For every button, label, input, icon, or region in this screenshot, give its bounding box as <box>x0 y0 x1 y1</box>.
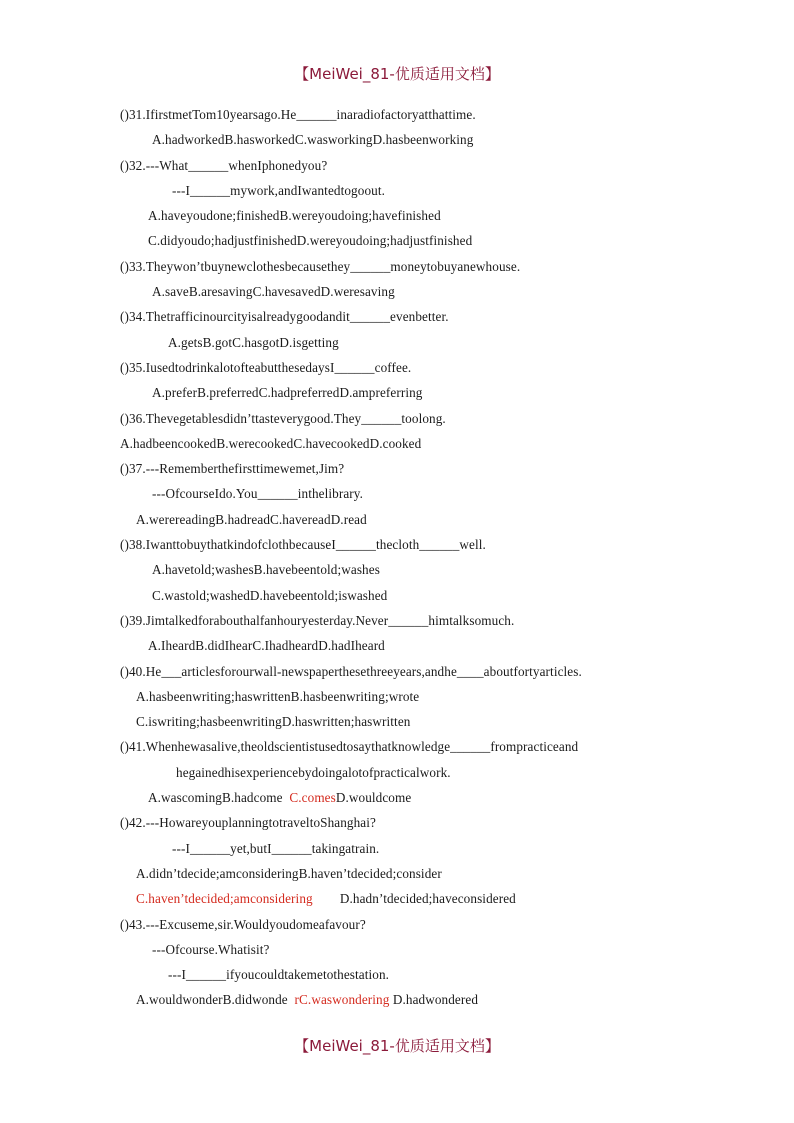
text-line <box>0 659 794 684</box>
line-text: D.hadn’tdecided;haveconsidered <box>312 891 516 907</box>
line-text: D.wouldcome <box>335 790 412 806</box>
text-line <box>0 481 794 506</box>
text-line <box>0 836 794 861</box>
line-text: ---I______mywork,andIwantedtogoout. <box>172 182 385 198</box>
line-text: ()39.Jimtalkedforabouthalfanhouryesterday.Never______himtalksomuch. <box>120 612 515 628</box>
text-line <box>0 684 794 709</box>
text-line <box>0 330 794 355</box>
text-line <box>0 102 794 127</box>
line-text: ()34.Thetrafficinourcityisalreadygoodandit______evenbetter. <box>120 309 449 325</box>
text-line <box>0 456 794 481</box>
line-text: ()37.---Rememberthefirsttimewemet,Jim? <box>120 461 345 477</box>
line-text: A.getsB.gotC.hasgotD.isgetting <box>168 334 339 350</box>
text-line <box>0 127 794 152</box>
text-line <box>0 380 794 405</box>
line-text: ()42.---HowareyouplanningtotraveltoShanghai? <box>120 815 376 831</box>
line-text: C.wastold;washedD.havebeentold;iswashed <box>152 587 388 603</box>
line-text: ---I______yet,butI______takingatrain. <box>172 840 380 856</box>
text-line <box>0 608 794 633</box>
page-footer: 【MeiWei_81-优质适用文档】 <box>294 1037 500 1055</box>
text-line <box>0 734 794 759</box>
line-text: ()33.Theywon’tbuynewclothesbecausethey______moneytobuyanewhouse. <box>120 258 521 274</box>
line-text: ---Ofcourse.Whatisit? <box>152 941 270 957</box>
line-text: ()32.---What______whenIphonedyou? <box>120 157 328 173</box>
text-line <box>0 279 794 304</box>
text-line <box>0 886 794 911</box>
line-text: A.hadbeencookedB.werecookedC.havecookedD.cooked <box>120 435 422 451</box>
line-text: ()41.Whenhewasalive,theoldscientistusedtosaythatknowledge______frompracticeand <box>120 739 579 755</box>
question-list <box>0 102 794 1013</box>
text-line <box>0 709 794 734</box>
line-text: ()35.IusedtodrinkalotofteabutthesedaysI______coffee. <box>120 359 412 375</box>
text-line <box>0 583 794 608</box>
text-line <box>0 962 794 987</box>
line-text: ---I______ifyoucouldtakemetothestation. <box>168 967 390 983</box>
line-text: C.didyoudo;hadjustfinishedD.wereyoudoing;hadjustfinished <box>148 233 473 249</box>
line-text: A.wouldwonderB.didwonde <box>136 992 295 1008</box>
line-text: D.hadwondered <box>389 992 479 1008</box>
line-text: A.haveyoudone;finishedB.wereyoudoing;havefinished <box>148 208 441 224</box>
line-text: A.didn’tdecide;amconsideringB.haven’tdecided;consider <box>136 865 442 881</box>
answer-highlight: C.comes <box>289 790 336 806</box>
line-text: ()31.IfirstmetTom10yearsago.He______inaradiofactoryatthattime. <box>120 107 476 122</box>
text-line <box>0 912 794 937</box>
text-line <box>0 203 794 228</box>
line-text: ()38.IwanttobuythatkindofclothbecauseI______thecloth______well. <box>120 537 486 553</box>
line-text: A.werereadingB.hadreadC.havereadD.read <box>136 511 367 527</box>
line-text: hegainedhisexperiencebydoingalotofpracticalwork. <box>176 764 451 780</box>
text-line <box>0 228 794 253</box>
text-line <box>0 355 794 380</box>
line-text: C.iswriting;hasbeenwritingD.haswritten;haswritten <box>136 714 411 730</box>
line-text: ()43.---Excuseme,sir.Wouldyoudomeafavour? <box>120 916 366 932</box>
answer-highlight: C.haven’tdecided;amconsidering <box>136 891 313 907</box>
text-line <box>0 785 794 810</box>
text-line <box>0 861 794 886</box>
text-line <box>0 810 794 835</box>
line-text: ()40.He___articlesforourwall-newspaperthesethreeyears,andhe____aboutfortyarticles. <box>120 663 582 679</box>
text-line <box>0 557 794 582</box>
text-line <box>0 987 794 1012</box>
answer-highlight: rC.waswondering <box>294 992 390 1008</box>
text-line <box>0 304 794 329</box>
line-text: A.IheardB.didIhearC.IhadheardD.hadIheard <box>148 638 385 654</box>
line-text: A.wascomingB.hadcome <box>148 790 290 806</box>
line-text: A.hasbeenwriting;haswrittenB.hasbeenwriting;wrote <box>136 688 420 704</box>
line-text: A.preferB.preferredC.hadpreferredD.ampreferring <box>152 385 423 401</box>
text-line <box>0 937 794 962</box>
text-line <box>0 633 794 658</box>
text-line <box>0 507 794 532</box>
line-text: A.saveB.aresavingC.havesavedD.weresaving <box>152 284 395 300</box>
line-text: A.havetold;washesB.havebeentold;washes <box>152 562 380 578</box>
text-line <box>0 153 794 178</box>
text-line <box>0 431 794 456</box>
page-header: 【MeiWei_81-优质适用文档】 <box>294 65 500 83</box>
text-line <box>0 254 794 279</box>
text-line <box>0 406 794 431</box>
line-text: ()36.Thevegetablesdidn’ttasteverygood.They______toolong. <box>120 410 446 426</box>
text-line <box>0 178 794 203</box>
text-line <box>0 532 794 557</box>
line-text: A.hadworkedB.hasworkedC.wasworkingD.hasbeenworking <box>152 132 474 148</box>
line-text: ---OfcourseIdo.You______inthelibrary. <box>152 486 363 502</box>
text-line <box>0 760 794 785</box>
